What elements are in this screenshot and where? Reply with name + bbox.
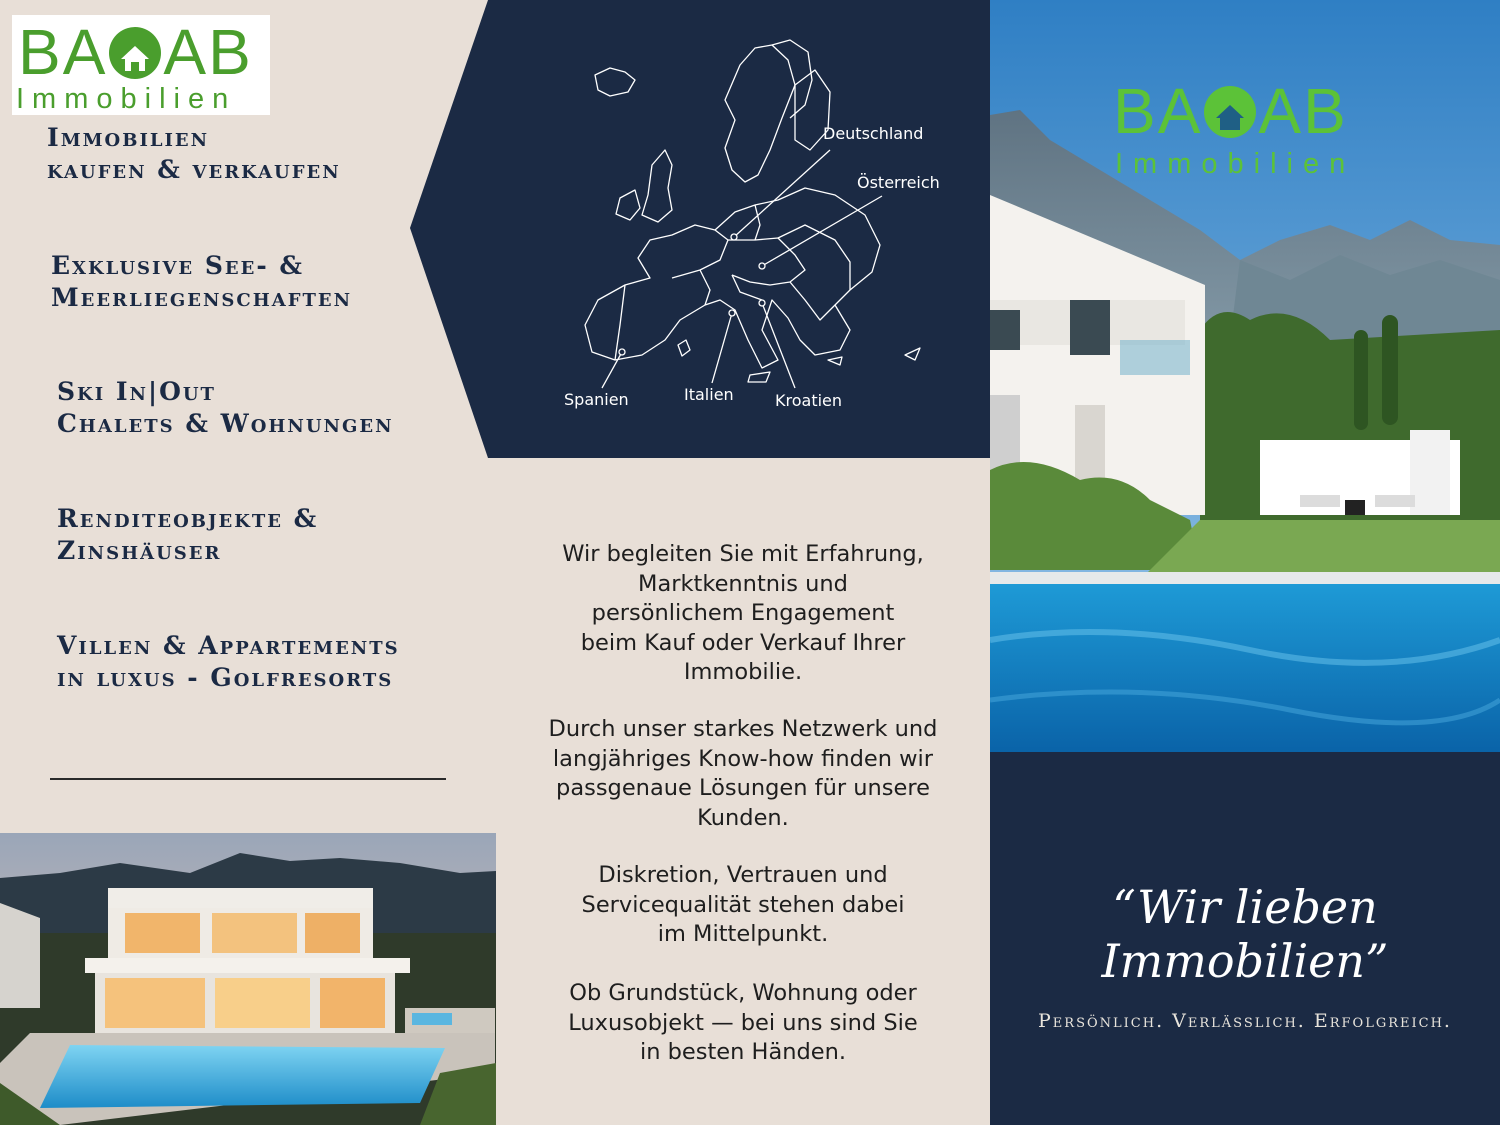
house-icon xyxy=(1204,86,1256,138)
right-logo-subtitle: Immobilien xyxy=(1115,148,1356,180)
label-kroatien: Kroatien xyxy=(775,391,843,410)
slogan-text: Persönlich. Verlässlich. Erfolgreich. xyxy=(1038,1010,1452,1032)
service-buy-sell xyxy=(47,122,341,186)
closing-paragraph: Ob Grundstück, Wohnung oder Luxusobjekt — bei uns sind Sie in besten Händen. xyxy=(568,980,918,1065)
service-line: Villen & Appartements xyxy=(57,631,400,660)
europe-map-panel xyxy=(410,0,990,458)
intro-paragraph: Wir begleiten Sie mit Erfahrung, Marktkenntnis und persönlichem Engagement beim Kauf oder Verkauf Ihrer Immobilie. xyxy=(562,541,924,685)
pin-spanien xyxy=(619,349,625,355)
service-line: kaufen & verkaufen xyxy=(47,155,341,184)
villa-dusk-photo xyxy=(0,833,496,1125)
service-line: Chalets & Wohnungen xyxy=(57,409,394,438)
brand-logo xyxy=(12,15,270,115)
service-line: Ski In|Out xyxy=(57,377,216,406)
label-oesterreich: Österreich xyxy=(857,173,940,192)
quote-text: “Wir lieben Immobilien” xyxy=(1101,880,1389,988)
logo-wordmark xyxy=(18,17,253,87)
service-lake-sea xyxy=(51,250,352,314)
service-line: Zinshäuser xyxy=(57,536,222,565)
service-villas xyxy=(57,630,400,694)
network-paragraph: Durch unser starkes Netzwerk und langjähriges Know-how finden wir passgenaue Lösungen für unsere Kunden. xyxy=(548,716,938,831)
right-logo-wordmark xyxy=(1113,76,1348,146)
logo-text-right: AB xyxy=(163,16,253,88)
divider xyxy=(50,778,446,780)
label-deutschland: Deutschland xyxy=(823,124,924,143)
logo-text-right: AB xyxy=(1258,75,1348,147)
service-ski xyxy=(57,376,394,440)
service-yield xyxy=(57,503,318,567)
service-line: Immobilien xyxy=(47,123,210,152)
label-italien: Italien xyxy=(684,385,734,404)
pin-deutschland xyxy=(731,234,737,240)
logo-text-left: BA xyxy=(1113,75,1203,147)
house-icon xyxy=(109,27,161,79)
logo-subtitle: Immobilien xyxy=(16,83,237,115)
service-line: Meerliegenschaften xyxy=(51,283,353,312)
service-line: Exklusive See- & xyxy=(51,251,304,280)
service-line: in luxus - Golfresorts xyxy=(57,663,394,692)
discretion-paragraph: Diskretion, Vertrauen und Servicequalität stehen dabei im Mittelpunkt. xyxy=(581,862,905,947)
service-line: Renditeobjekte & xyxy=(57,504,319,533)
pin-kroatien xyxy=(759,300,765,306)
pin-oesterreich xyxy=(759,263,765,269)
logo-text-left: BA xyxy=(18,16,108,88)
pin-italien xyxy=(729,310,735,316)
label-spanien: Spanien xyxy=(564,390,629,409)
